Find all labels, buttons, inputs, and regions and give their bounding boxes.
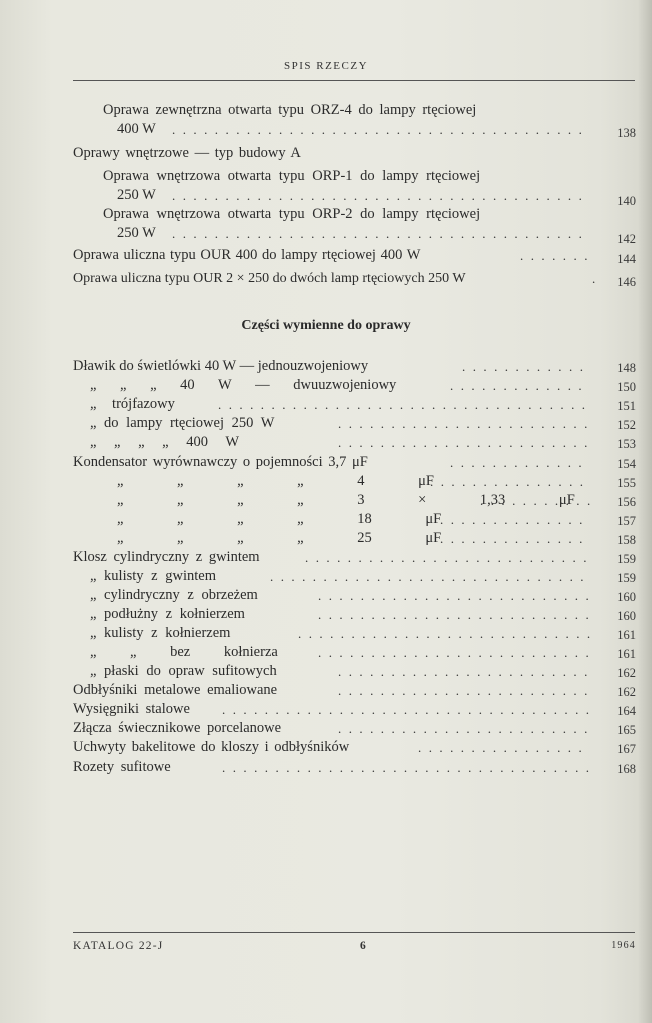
toc-entry-text: Kondensator wyrównawczy o pojemności 3,7 μF bbox=[73, 454, 368, 470]
page-number: 168 bbox=[617, 762, 636, 776]
toc-entry-text: „ kulisty z kołnierzem bbox=[90, 625, 231, 641]
page-number: 156 bbox=[617, 495, 636, 509]
toc-entry-text: Złącza świecznikowe porcelanowe bbox=[73, 720, 282, 736]
page-number: 142 bbox=[617, 232, 636, 246]
catalog-label: KATALOG 22-J bbox=[73, 940, 164, 952]
dot-leader bbox=[318, 586, 590, 605]
dot-leader bbox=[338, 681, 590, 700]
toc-entry-continuation bbox=[0, 224, 652, 246]
page-number: 165 bbox=[617, 723, 636, 737]
page-number: 152 bbox=[617, 418, 636, 432]
dot-leader bbox=[440, 529, 590, 548]
dot-leader bbox=[338, 662, 590, 681]
toc-entry-text: Klosz cylindryczny z gwintem bbox=[73, 549, 260, 565]
toc-entry bbox=[0, 395, 652, 414]
footer-rule bbox=[73, 932, 635, 933]
toc-entry-text: „ „ „ „ 4 μF bbox=[117, 473, 434, 489]
toc-entry-text: 250 W bbox=[117, 225, 156, 241]
page-number: 144 bbox=[617, 252, 636, 266]
toc-entry bbox=[0, 643, 652, 662]
toc-entry bbox=[0, 453, 652, 472]
page-number: 161 bbox=[617, 628, 636, 642]
toc-entry-text: Oprawa zewnętrzna otwarta typu ORZ-4 do lampy rtęciowej bbox=[103, 102, 477, 118]
toc-entry-text: „ „ „ „ 3 × 1,33 μF bbox=[117, 492, 575, 508]
page-number: 157 bbox=[617, 514, 636, 528]
page-number: 148 bbox=[617, 361, 636, 375]
toc-entry-text: Uchwyty bakelitowe do kloszy i odbłyśników bbox=[73, 739, 350, 755]
page-number: 150 bbox=[617, 380, 636, 394]
toc-entry bbox=[0, 681, 652, 700]
toc-entry-text: „ do lampy rtęciowej 250 W bbox=[90, 415, 275, 431]
page-number: 161 bbox=[617, 647, 636, 661]
toc-entry bbox=[0, 719, 652, 738]
year-label: 1964 bbox=[611, 940, 636, 951]
dot-leader bbox=[218, 395, 590, 414]
dot-leader bbox=[338, 719, 590, 738]
toc-entry-continuation bbox=[0, 120, 652, 139]
toc-entry-text: Oprawa uliczna typu OUR 400 do lampy rtęciowej 400 W bbox=[73, 247, 421, 263]
toc-entry-text: Oprawa uliczna typu OUR 2 × 250 do dwóch lamp rtęciowych 250 W bbox=[73, 271, 466, 286]
toc-entry-text: „ kulisty z gwintem bbox=[90, 568, 216, 584]
page-number: 153 bbox=[617, 437, 636, 451]
page-number: 159 bbox=[617, 552, 636, 566]
dot-leader bbox=[305, 548, 590, 567]
page-number: 160 bbox=[617, 609, 636, 623]
page-number: 158 bbox=[617, 533, 636, 547]
header-rule bbox=[73, 80, 635, 81]
toc-entry bbox=[0, 205, 652, 224]
toc-entry bbox=[0, 700, 652, 719]
page-number: 138 bbox=[617, 126, 636, 140]
toc-entry-text: Rozety sufitowe bbox=[73, 759, 171, 775]
page-header: SPIS RZECZY bbox=[283, 60, 369, 72]
toc-entry-text: „ cylindryczny z obrzeżem bbox=[90, 587, 258, 603]
toc-entry bbox=[0, 472, 652, 491]
toc-entry bbox=[0, 414, 652, 433]
dot-leader bbox=[318, 605, 590, 624]
dot-leader bbox=[338, 414, 590, 433]
toc-entry bbox=[0, 510, 652, 529]
dot-leader bbox=[222, 700, 590, 719]
toc-entry-text: „ „ „ „ 400 W bbox=[90, 434, 240, 450]
dot-leader bbox=[440, 510, 590, 529]
page-number: 146 bbox=[617, 275, 636, 289]
dot-leader bbox=[270, 567, 590, 586]
toc-entry bbox=[0, 433, 652, 452]
toc-entry-text: „ „ bez kołnierza bbox=[90, 644, 278, 660]
dot-leader bbox=[298, 624, 590, 643]
toc-entry-text: „ „ „ „ 25 μF bbox=[117, 530, 442, 546]
toc-entry bbox=[0, 246, 652, 265]
toc-entry-text: „ płaski do opraw sufitowych bbox=[90, 663, 277, 679]
toc-entry-text: Dławik do świetlówki 40 W — jednouzwojeniowy bbox=[73, 358, 369, 374]
dot-leader bbox=[172, 120, 590, 139]
toc-entry bbox=[0, 548, 652, 567]
dot-leader bbox=[172, 224, 590, 243]
toc-entry-text: Oprawy wnętrzowe — typ budowy A bbox=[73, 145, 301, 161]
toc-entry-text: „ „ „ „ 18 μF bbox=[117, 511, 442, 527]
toc-entry bbox=[0, 269, 652, 288]
toc-entry bbox=[0, 586, 652, 605]
toc-entry bbox=[0, 376, 652, 395]
toc-entry bbox=[0, 357, 652, 376]
toc-entry bbox=[0, 758, 652, 777]
dot-leader bbox=[222, 758, 590, 777]
toc-entry bbox=[0, 491, 652, 510]
dot-leader bbox=[520, 246, 590, 265]
page-number: 140 bbox=[617, 194, 636, 208]
toc-entry-continuation bbox=[0, 186, 652, 208]
toc-entry-text: „ trójfazowy bbox=[90, 396, 175, 412]
dot-leader bbox=[430, 472, 590, 491]
toc-entry bbox=[0, 567, 652, 586]
dot-leader bbox=[172, 186, 590, 205]
section-subheading: Części wymienne do oprawy bbox=[241, 318, 411, 333]
toc-entry bbox=[0, 605, 652, 624]
page-number: 154 bbox=[617, 457, 636, 471]
toc-entry bbox=[0, 101, 652, 120]
toc-entry-text: 400 W bbox=[117, 121, 156, 137]
dot-leader bbox=[462, 357, 590, 376]
page-number: 155 bbox=[617, 476, 636, 490]
page-number: 160 bbox=[617, 590, 636, 604]
toc-entry bbox=[0, 144, 652, 163]
page-number: 164 bbox=[617, 704, 636, 718]
dot-leader bbox=[450, 453, 590, 472]
toc-entry-text: „ „ „ 40 W — dwuuzwojeniowy bbox=[90, 377, 397, 393]
dot-leader bbox=[318, 643, 590, 662]
dot-leader bbox=[450, 376, 590, 395]
page-number: 151 bbox=[617, 399, 636, 413]
page-number: 167 bbox=[617, 742, 636, 756]
toc-entry-text: Oprawa wnętrzowa otwarta typu ORP-1 do lampy rtęciowej bbox=[103, 168, 481, 184]
page-number-footer: 6 bbox=[360, 940, 367, 952]
toc-entry-text: „ podłużny z kołnierzem bbox=[90, 606, 245, 622]
dot-leader bbox=[480, 491, 590, 510]
dot-leader bbox=[418, 738, 590, 757]
page-number: 162 bbox=[617, 685, 636, 699]
toc-entry bbox=[0, 624, 652, 643]
toc-entry-text: Wysięgniki stalowe bbox=[73, 701, 190, 717]
toc-entry-text: 250 W bbox=[117, 187, 156, 203]
page-number: 162 bbox=[617, 666, 636, 680]
toc-entry-text: Odbłyśniki metalowe emaliowane bbox=[73, 682, 278, 698]
toc-entry bbox=[0, 167, 652, 186]
page-number: 159 bbox=[617, 571, 636, 585]
toc-entry-text: Oprawa wnętrzowa otwarta typu ORP-2 do lampy rtęciowej bbox=[103, 206, 481, 222]
dot-leader bbox=[338, 433, 590, 452]
toc-entry bbox=[0, 662, 652, 681]
toc-entry bbox=[0, 738, 652, 757]
toc-entry bbox=[0, 529, 652, 548]
